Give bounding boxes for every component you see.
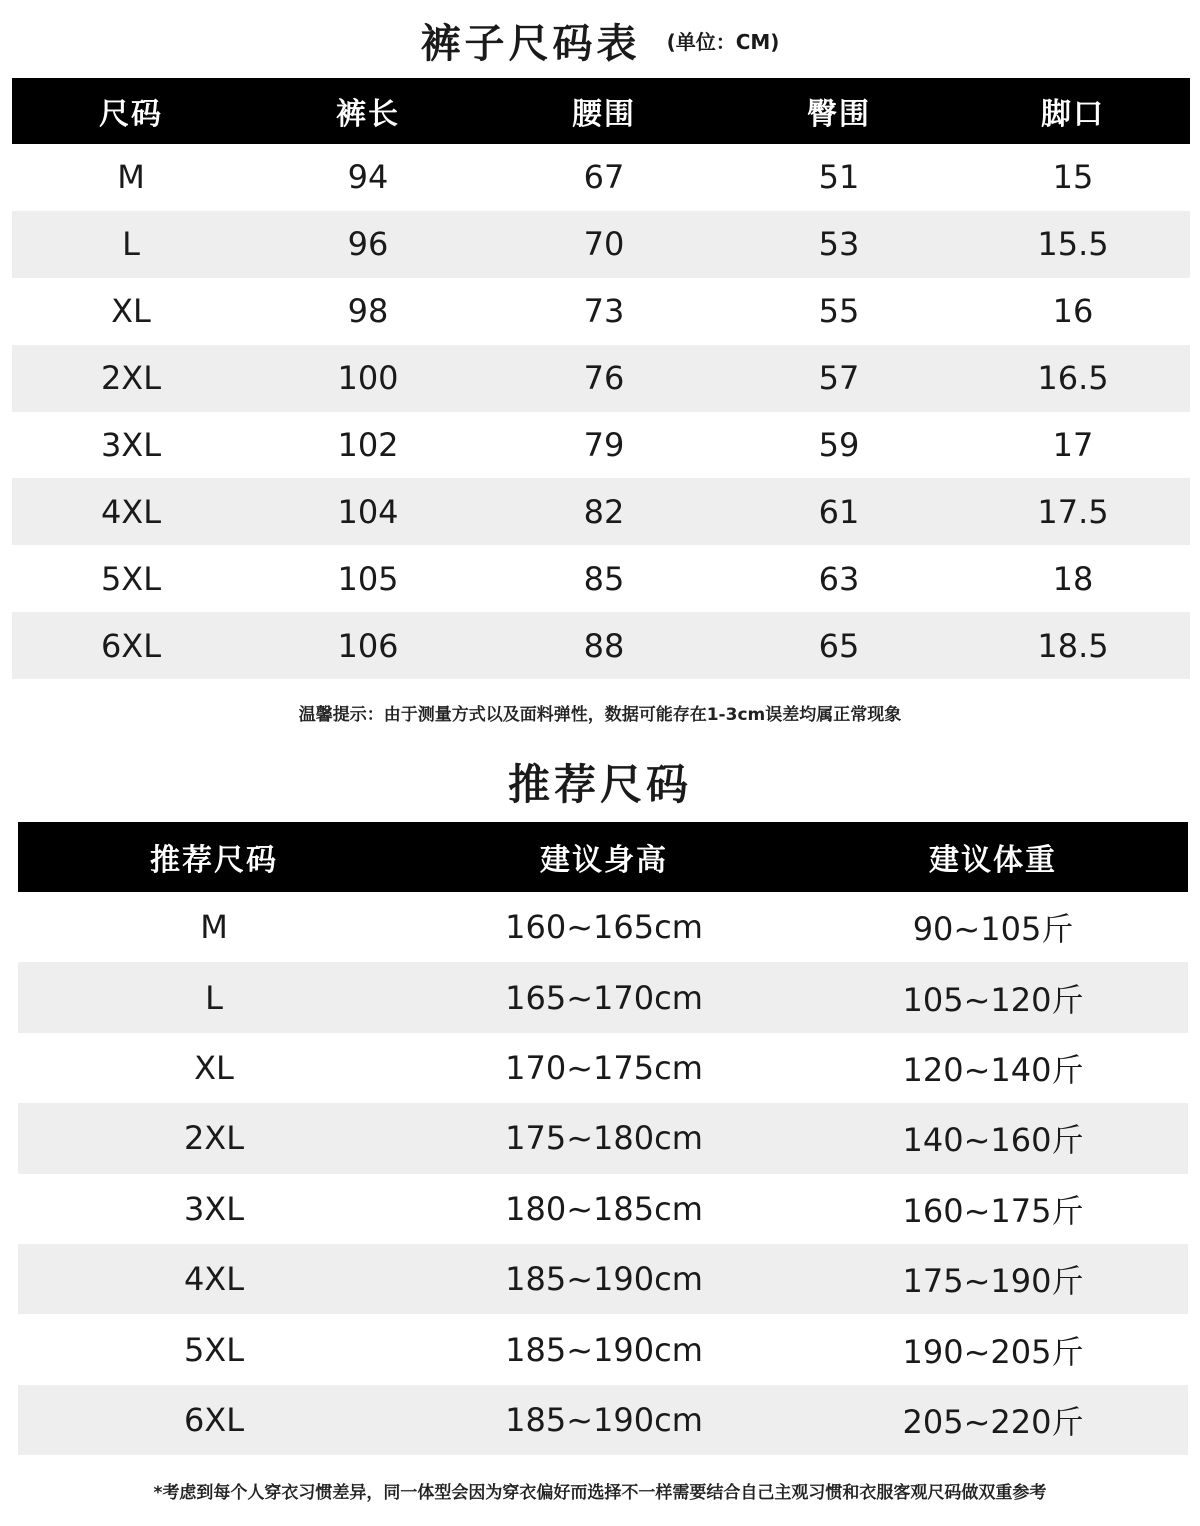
table-row (18, 962, 1188, 1032)
waist-cell: 88 (583, 626, 625, 665)
hem-cell: 15.5 (1037, 225, 1109, 264)
header-recommend-size: 推荐尺码 (150, 843, 278, 878)
length-cell: 105 (337, 559, 399, 598)
unit-label: (单位：CM) (666, 30, 780, 54)
recommend-title-row (0, 752, 1200, 812)
size-cell: L (205, 978, 223, 1017)
length-cell: 98 (347, 292, 389, 331)
size-cell: 4XL (100, 492, 162, 531)
table-row (18, 1244, 1188, 1314)
weight-cell: 140~160斤 (902, 1121, 1084, 1160)
size-cell: M (200, 908, 228, 947)
table-row (18, 1174, 1188, 1244)
length-cell: 96 (347, 225, 389, 264)
weight-cell: 205~220斤 (902, 1402, 1084, 1441)
table-row (12, 545, 1190, 612)
table-row (12, 278, 1190, 345)
recommend-table-header (18, 822, 1188, 892)
hem-cell: 15 (1052, 158, 1094, 197)
height-cell: 185~190cm (505, 1400, 703, 1439)
size-cell: 2XL (183, 1119, 245, 1158)
weight-cell: 190~205斤 (902, 1332, 1084, 1371)
table-row (12, 144, 1190, 211)
hem-cell: 18 (1052, 559, 1094, 598)
header-size: 尺码 (99, 97, 163, 132)
size-cell: 6XL (100, 626, 162, 665)
size-cell: 3XL (100, 426, 162, 464)
hem-cell: 16 (1052, 292, 1094, 331)
table-row (12, 412, 1190, 479)
length-cell: 104 (337, 492, 399, 531)
length-cell: 106 (337, 626, 399, 665)
size-cell: XL (111, 292, 151, 331)
hem-cell: 17.5 (1037, 492, 1109, 531)
size-cell: 4XL (183, 1260, 245, 1299)
size-cell: XL (194, 1048, 234, 1087)
table-row (18, 1385, 1188, 1455)
header-hem: 脚口 (1041, 97, 1105, 132)
weight-cell: 175~190斤 (902, 1262, 1084, 1301)
table-row (12, 345, 1190, 412)
height-cell: 160~165cm (505, 908, 703, 947)
size-cell: 5XL (100, 559, 162, 598)
header-length: 裤长 (336, 97, 400, 132)
waist-cell: 82 (583, 492, 625, 531)
length-cell: 94 (347, 158, 389, 197)
waist-cell: 73 (583, 292, 625, 331)
hip-cell: 55 (818, 292, 860, 331)
hem-cell: 16.5 (1037, 359, 1109, 398)
size-cell: 3XL (183, 1189, 245, 1228)
waist-cell: 70 (583, 225, 625, 264)
header-height: 建议身高 (540, 843, 668, 878)
measurement-note: 温馨提示：由于测量方式以及面料弹性，数据可能存在1-3cm误差均属正常现象 (298, 705, 902, 725)
table-row (18, 1033, 1188, 1103)
pants-size-title: 裤子尺码表 (420, 21, 641, 67)
length-cell: 102 (337, 426, 399, 464)
table-row (18, 1314, 1188, 1384)
hip-cell: 61 (818, 492, 860, 531)
hip-cell: 53 (818, 225, 860, 264)
weight-cell: 105~120斤 (902, 980, 1084, 1019)
recommend-title: 推荐尺码 (507, 760, 692, 809)
height-cell: 165~170cm (505, 978, 703, 1017)
table-row (18, 1103, 1188, 1173)
weight-cell: 90~105斤 (912, 910, 1074, 949)
hip-cell: 51 (818, 158, 860, 197)
hem-cell: 17 (1052, 426, 1094, 464)
waist-cell: 67 (583, 158, 625, 197)
size-cell: 5XL (183, 1330, 245, 1369)
waist-cell: 79 (583, 426, 625, 464)
fit-advice-note: *考虑到每个人穿衣习惯差异，同一体型会因为穿衣偏好而选择不一样需要结合自己主观习惯和衣服客观尺码做双重参考 (153, 1483, 1047, 1503)
recommend-size-table (18, 822, 1188, 1455)
table-row (18, 892, 1188, 962)
hip-cell: 63 (818, 559, 860, 598)
height-cell: 175~180cm (505, 1119, 703, 1158)
height-cell: 180~185cm (505, 1189, 703, 1228)
header-waist: 腰围 (572, 97, 636, 132)
weight-cell: 160~175斤 (902, 1191, 1084, 1230)
weight-cell: 120~140斤 (902, 1050, 1084, 1089)
size-cell: M (117, 158, 145, 197)
size-cell: L (122, 225, 140, 264)
header-hip: 臀围 (807, 97, 871, 132)
table-row (12, 478, 1190, 545)
table-row (12, 612, 1190, 679)
table-row (12, 211, 1190, 278)
length-cell: 100 (337, 359, 399, 398)
hem-cell: 18.5 (1037, 626, 1109, 665)
height-cell: 185~190cm (505, 1330, 703, 1369)
waist-cell: 85 (583, 559, 625, 598)
pants-size-table (12, 78, 1190, 679)
waist-cell: 76 (583, 359, 625, 398)
hip-cell: 57 (818, 359, 860, 398)
hip-cell: 65 (818, 626, 860, 665)
header-weight: 建议体重 (929, 843, 1057, 878)
size-cell: 6XL (183, 1400, 245, 1439)
height-cell: 170~175cm (505, 1048, 703, 1087)
size-cell: 2XL (100, 359, 162, 398)
pants-size-title-row (0, 12, 1200, 74)
hip-cell: 59 (818, 426, 860, 464)
pants-table-header (12, 78, 1190, 144)
height-cell: 185~190cm (505, 1260, 703, 1299)
